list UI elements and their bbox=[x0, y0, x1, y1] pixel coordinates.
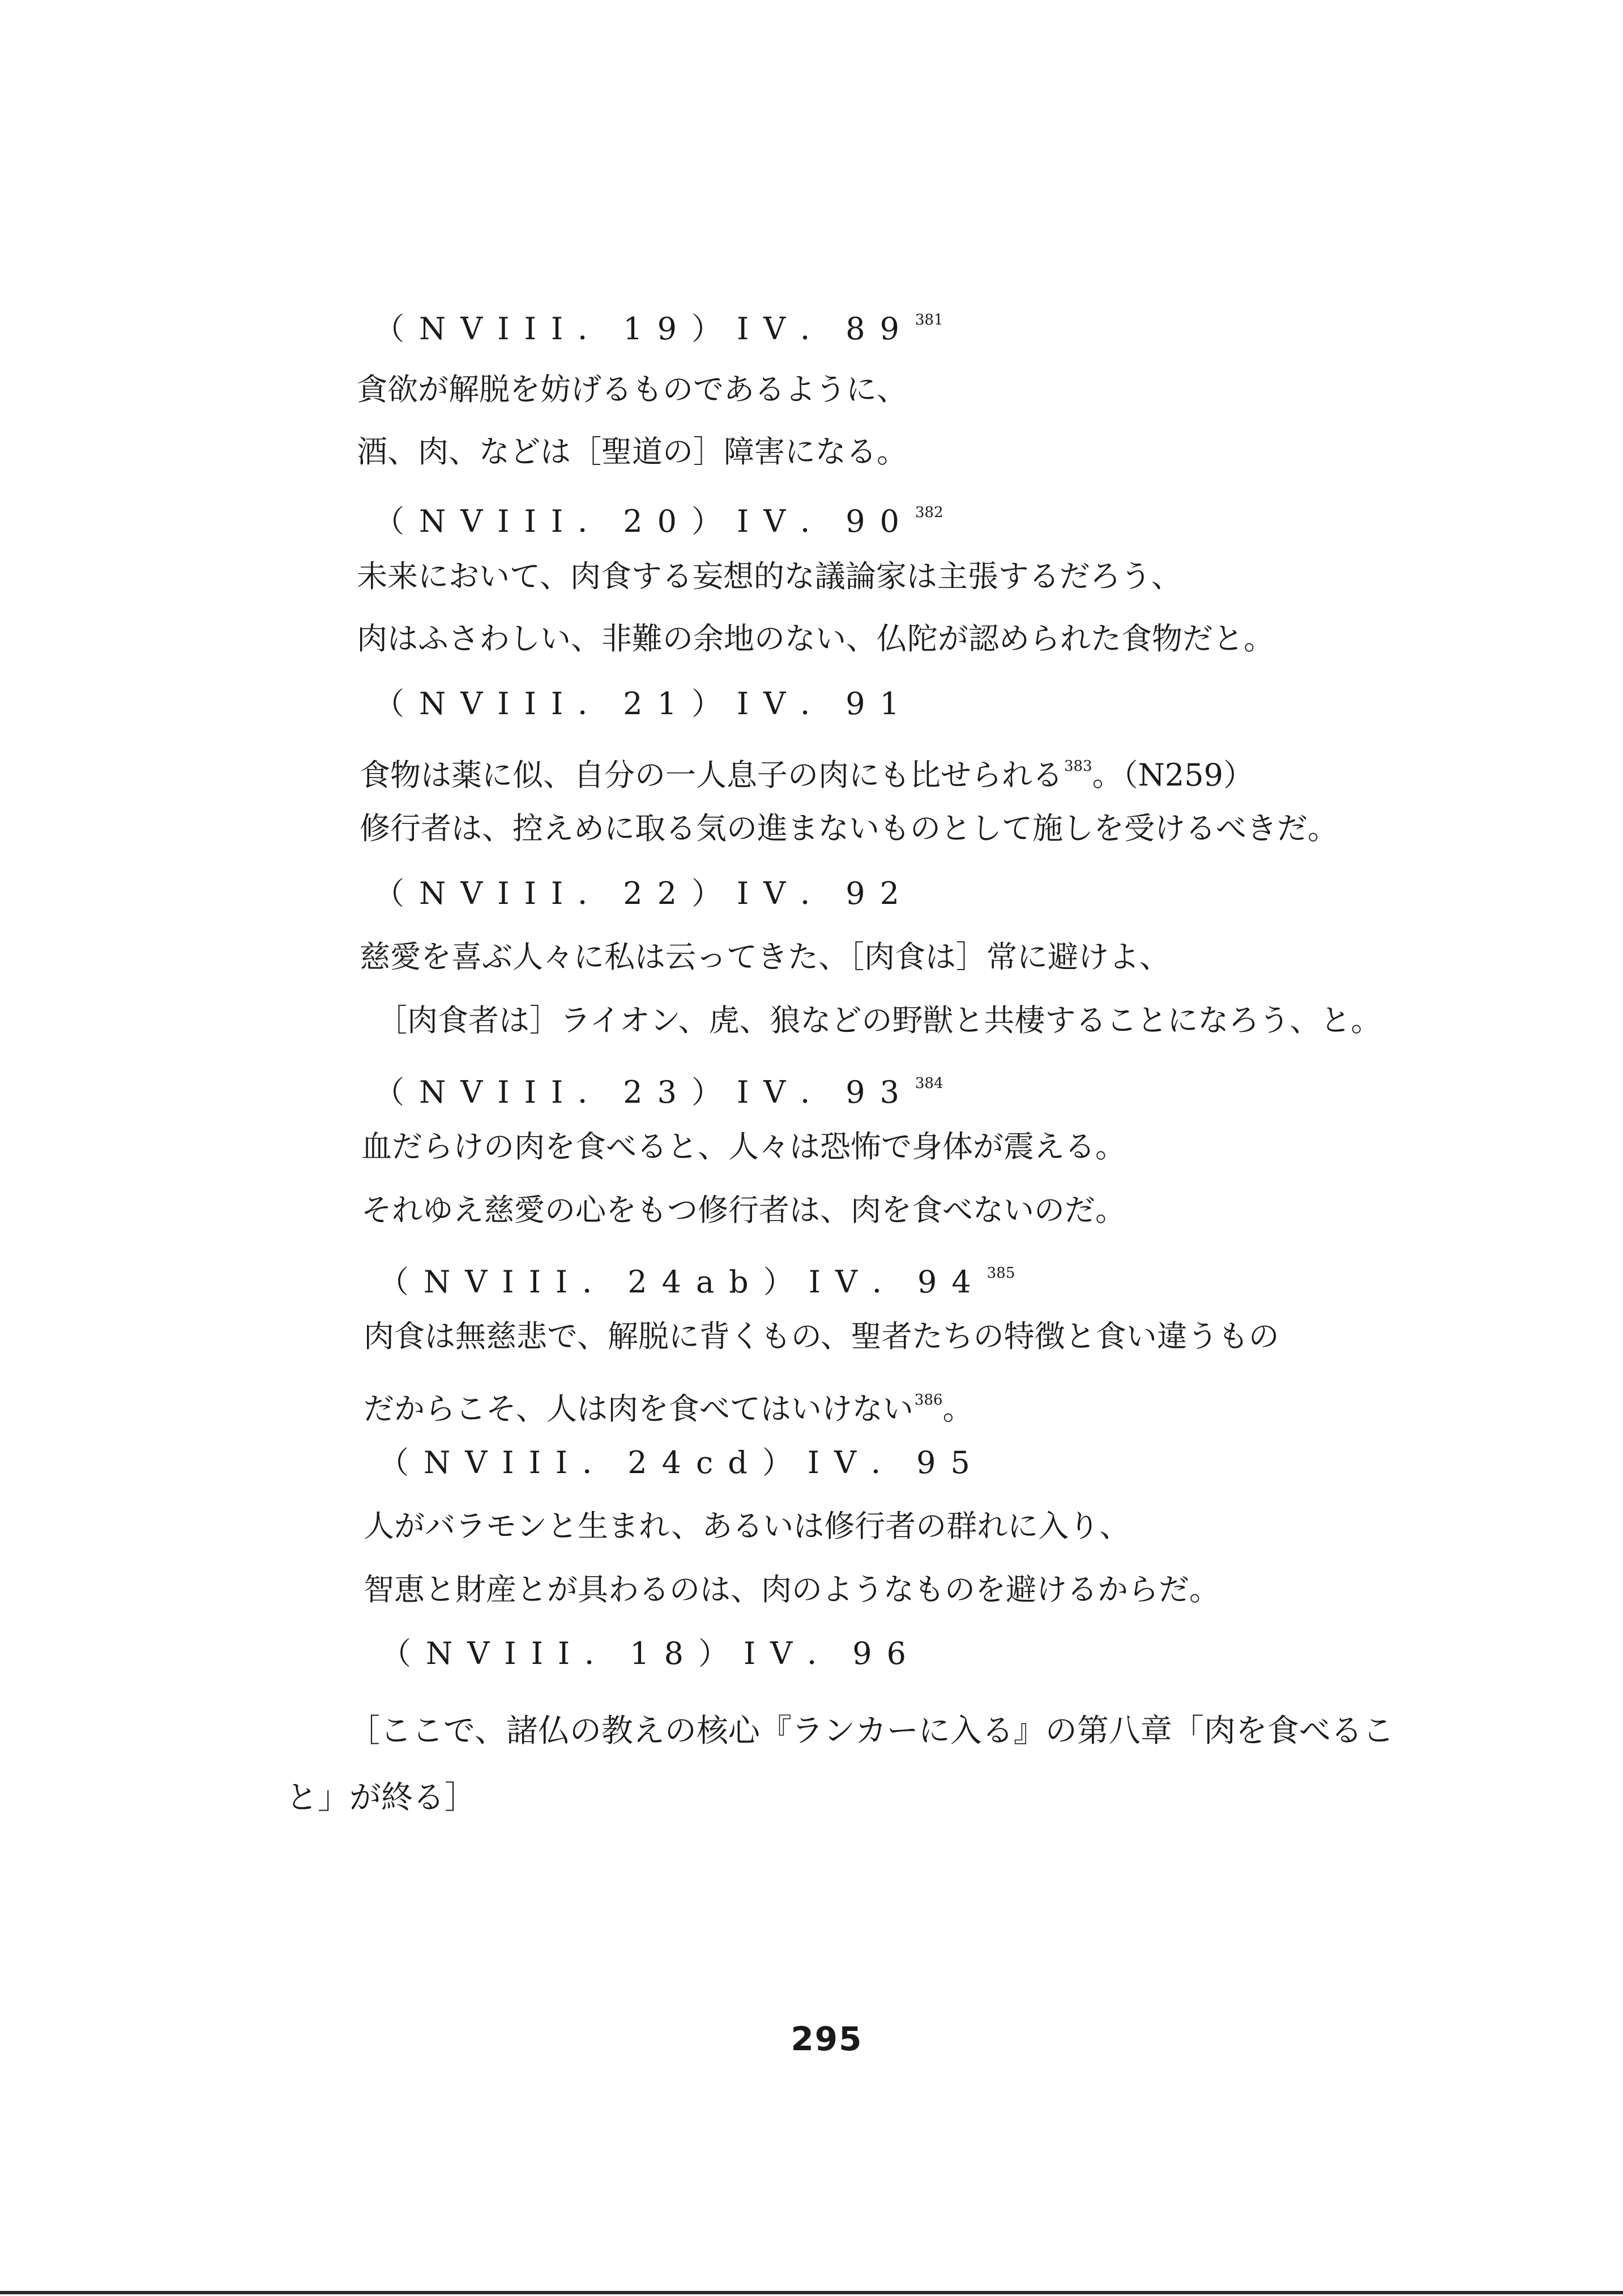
verse-reference: （NVIII．20）IV．$90^{382}$ bbox=[374, 503, 943, 539]
footnote-marker: 382 bbox=[915, 504, 943, 521]
verse-line: 酒、肉、などは［聖道の］障害になる。 bbox=[357, 434, 907, 470]
verse-line: それゆえ慈愛の心をもつ修行者は、肉を食べないのだ。 bbox=[361, 1192, 1126, 1228]
verse-line: ［肉食者は］ライオン、虎、狼などの野獣と共棲することになろう、と。 bbox=[377, 1002, 1382, 1038]
verse-line: 血だらけの肉を食べると、人々は恐怖で身体が震える。 bbox=[361, 1129, 1126, 1164]
verse-reference: （NVIII．21）IV．91 bbox=[374, 686, 914, 722]
verse-reference: （NVIII．23）IV．$93^{384}$ bbox=[374, 1074, 943, 1110]
footnote-marker: 384 bbox=[915, 1075, 943, 1092]
bottom-border bbox=[0, 2291, 1623, 2294]
verse-line: 慈愛を喜ぶ人々に私は云ってきた、［肉食は］常に避けよ、 bbox=[360, 939, 1170, 975]
verse-line: だからこそ、人は肉を食べてはいけない$^{386}$。 bbox=[364, 1391, 973, 1427]
verse-line: 肉食は無慈悲で、解脱に背くもの、聖者たちの特徴と食い違うもの bbox=[364, 1318, 1279, 1354]
verse-line: 智恵と財産とが具わるのは、肉のようなものを避けるからだ。 bbox=[364, 1572, 1220, 1607]
chapter-closing-line: と」が終る］ bbox=[286, 1779, 476, 1816]
footnote-marker: 383 bbox=[1064, 758, 1092, 775]
verse-line: 肉はふさわしい、非難の余地のない、仏陀が認められた食物だと。 bbox=[357, 621, 1274, 656]
verse-line: 人がバラモンと生まれ、あるいは修行者の群れに入り、 bbox=[364, 1508, 1130, 1544]
footnote-marker: 386 bbox=[914, 1392, 943, 1409]
verse-reference: （NVIII．22）IV．92 bbox=[374, 876, 914, 911]
verse-line: 食物は薬に似、自分の一人息子の肉にも比せられる$^{383}$。（N259） bbox=[360, 757, 1254, 793]
footnote-marker: 381 bbox=[915, 311, 943, 328]
verse-line: 未来において、肉食する妄想的な議論家は主張するだろう、 bbox=[357, 558, 1182, 594]
page-number: 295 bbox=[791, 2020, 863, 2058]
verse-line: 修行者は、控えめに取る気の進まないものとして施しを受けるべきだ。 bbox=[360, 810, 1338, 846]
verse-reference: （NVIII．19）IV．$89^{381}$ bbox=[374, 311, 943, 347]
verse-line: 貪欲が解脱を妨げるものであるように、 bbox=[357, 372, 907, 407]
verse-reference: （NVIII．24cd）IV．95 bbox=[378, 1445, 985, 1480]
verse-reference: （NVIII．18）IV．96 bbox=[381, 1636, 921, 1671]
chapter-closing-line: ［ここで、諸仏の教えの核心『ランカーに入る』の第八章「肉を食べるこ bbox=[348, 1713, 1394, 1749]
footnote-marker: 385 bbox=[986, 1265, 1015, 1282]
verse-reference: （NVIII．24ab）IV．$94^{385}$ bbox=[378, 1264, 1015, 1300]
